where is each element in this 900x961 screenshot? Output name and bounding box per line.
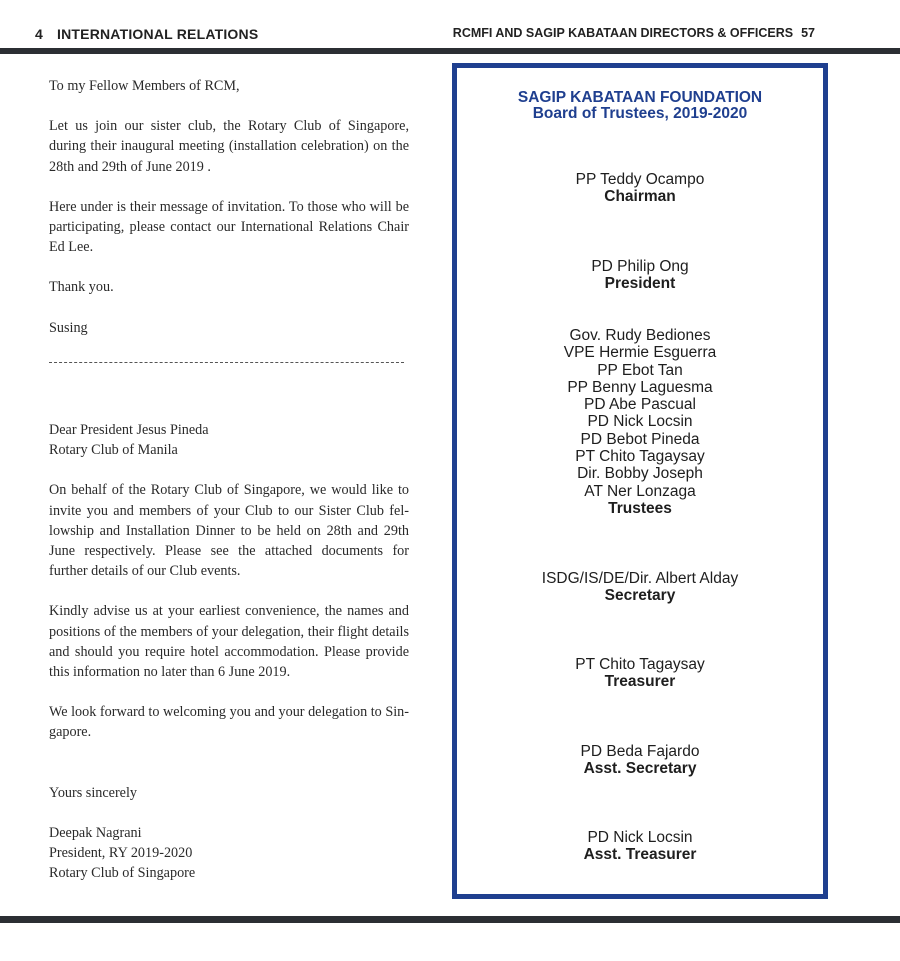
chairman-block — [457, 171, 823, 206]
secretary-name: ISDG/IS/DE/Dir. Albert Alday — [541, 570, 739, 587]
treasurer-name: PT Chito Tagaysay — [575, 656, 705, 673]
panel-title-line-1: SAGIP KABATAAN FOUNDATION — [517, 89, 763, 106]
trustee-name: PD Bebot Pineda — [580, 430, 700, 448]
asst-treasurer-block — [457, 829, 823, 864]
president-role: President — [604, 275, 676, 293]
header-rule — [0, 48, 900, 54]
trustee-name: Dir. Bobby Joseph — [577, 465, 703, 483]
section-title-right: RCMFI AND SAGIP KABATAAN DIRECTORS & OFFICERS — [452, 26, 794, 40]
invitation-letter — [49, 420, 409, 883]
secretary-role: Secretary — [604, 587, 676, 605]
president-name: PD Philip Ong — [591, 258, 689, 275]
panel-title-line-2: Board of Trustees, 2019-2020 — [532, 105, 748, 122]
letter-signoff: Susing — [49, 319, 88, 336]
secretary-block — [457, 570, 823, 605]
treasurer-block — [457, 656, 823, 691]
page-number-left: 4 — [35, 26, 43, 42]
page-header-left — [35, 26, 258, 42]
trustee-name: PP Ebot Tan — [597, 361, 683, 379]
letter-paragraph-2: Here under is their message of invitation. To those who will be participating, please contact our International Relations Chair Ed Lee. — [49, 198, 409, 256]
page-header-right — [453, 26, 815, 40]
sender-name: Deepak Nagrani — [49, 824, 142, 841]
asst-secretary-name: PD Beda Fajardo — [580, 743, 700, 760]
trustee-name: AT Ner Lonzaga — [584, 482, 696, 500]
asst-secretary-block — [457, 743, 823, 778]
letter-divider — [49, 362, 404, 363]
trustee-name: PD Nick Locsin — [587, 413, 693, 431]
trustees-block — [457, 327, 823, 517]
letter-thanks: Thank you. — [49, 279, 114, 296]
chairman-role: Chairman — [604, 188, 676, 206]
section-title-left: INTERNATIONAL RELATIONS — [57, 26, 259, 42]
sender-title: President, RY 2019-2020 — [49, 845, 193, 862]
letter-paragraph-3: On behalf of the Rotary Club of Singapore, we would like to invite you and members of your Club to our Sister Club fel-lowship and Installation Dinner to be held on 28th and 29th June respectively. Please see the attached documents for further details of our Club events. — [49, 482, 409, 580]
letter-salutation: To my Fellow Members of RCM, — [49, 78, 240, 94]
sender-org: Rotary Club of Singapore — [49, 865, 196, 882]
panel-title — [457, 90, 823, 122]
trustee-name: PD Abe Pascual — [583, 396, 696, 414]
president-block — [457, 258, 823, 293]
letter-paragraph-1: Let us join our sister club, the Rotary Club of Singapore, during their inaugural meeting (installation celebration) on the 28th and 29th of June 2019 . — [49, 118, 409, 175]
trustee-name: VPE Hermie Esguerra — [563, 344, 717, 362]
asst-secretary-role: Asst. Secretary — [583, 760, 697, 778]
asst-treasurer-role: Asst. Treasurer — [583, 846, 697, 864]
letter-paragraph-5: We look forward to welcoming you and your delegation to Sin-gapore. — [49, 704, 409, 741]
letter-body — [49, 76, 409, 338]
chairman-name: PP Teddy Ocampo — [575, 171, 705, 188]
board-of-trustees-panel — [452, 63, 828, 899]
recipient-org: Rotary Club of Manila — [49, 442, 178, 459]
asst-treasurer-name: PD Nick Locsin — [587, 829, 693, 846]
trustee-name: PT Chito Tagaysay — [575, 448, 705, 466]
letter-paragraph-4: Kindly advise us at your earliest convenience, the names and positions of the members of your delegation, their flight details and should you require hotel accommodation. Please provide this information no later than 6 June 2019. — [49, 603, 409, 681]
letter-closing: Yours sincerely — [49, 784, 138, 801]
trustees-role: Trustees — [608, 499, 672, 517]
trustee-name: PP Benny Laguesma — [567, 378, 713, 396]
treasurer-role: Treasurer — [604, 673, 676, 691]
page-number-right: 57 — [801, 26, 815, 40]
trustee-name: Gov. Rudy Bediones — [569, 327, 711, 344]
footer-rule — [0, 916, 900, 923]
recipient-name: Dear President Jesus Pineda — [49, 422, 209, 438]
